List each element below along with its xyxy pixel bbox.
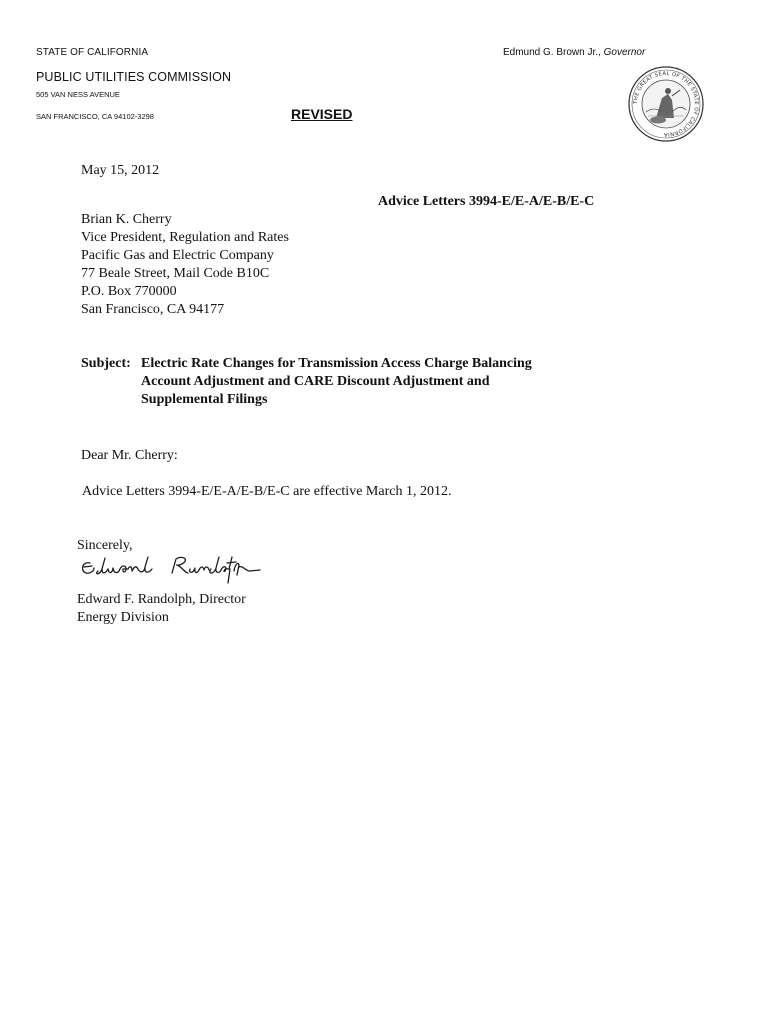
- subject-line-1: Electric Rate Changes for Transmission Access Charge Balancing: [141, 356, 532, 371]
- signer-name: Edward F. Randolph, Director: [77, 592, 246, 607]
- recipient-name: Brian K. Cherry: [81, 212, 172, 227]
- signer-block: [77, 591, 246, 627]
- salutation: Dear Mr. Cherry:: [81, 448, 178, 463]
- letter-body: Advice Letters 3994-E/E-A/E-B/E-C are effective March 1, 2012.: [82, 484, 452, 499]
- commission-street: 505 VAN NESS AVENUE: [36, 90, 120, 99]
- state-seal-icon: [628, 66, 704, 142]
- commission-name: PUBLIC UTILITIES COMMISSION: [36, 70, 232, 84]
- governor-name: Edmund G. Brown Jr.,: [503, 47, 604, 58]
- advice-letter-reference: Advice Letters 3994-E/E-A/E-B/E-C: [378, 194, 595, 209]
- revised-stamp: REVISED: [291, 106, 353, 122]
- closing: Sincerely,: [77, 538, 133, 553]
- state-heading: STATE OF CALIFORNIA: [36, 47, 149, 58]
- governor-title: Governor: [603, 47, 646, 58]
- governor-line: [503, 47, 645, 58]
- letter-date: May 15, 2012: [81, 163, 160, 178]
- recipient-address: [81, 211, 289, 319]
- signature: [78, 553, 262, 587]
- subject-line-2: Account Adjustment and CARE Discount Adjustment and: [141, 374, 490, 389]
- signer-division: Energy Division: [77, 610, 169, 625]
- commission-city: SAN FRANCISCO, CA 94102-3298: [36, 112, 154, 121]
- seal-text: THE GREAT SEAL OF THE STATE OF CALIFORNIA: [632, 70, 700, 138]
- recipient-city: San Francisco, CA 94177: [81, 302, 225, 317]
- recipient-company: Pacific Gas and Electric Company: [81, 248, 274, 263]
- subject-label: Subject:: [81, 356, 131, 371]
- recipient-po-box: P.O. Box 770000: [81, 284, 177, 299]
- subject-line-3: Supplemental Filings: [141, 392, 268, 407]
- subject-block: [81, 355, 532, 409]
- recipient-title: Vice President, Regulation and Rates: [81, 230, 289, 245]
- recipient-street: 77 Beale Street, Mail Code B10C: [81, 266, 270, 281]
